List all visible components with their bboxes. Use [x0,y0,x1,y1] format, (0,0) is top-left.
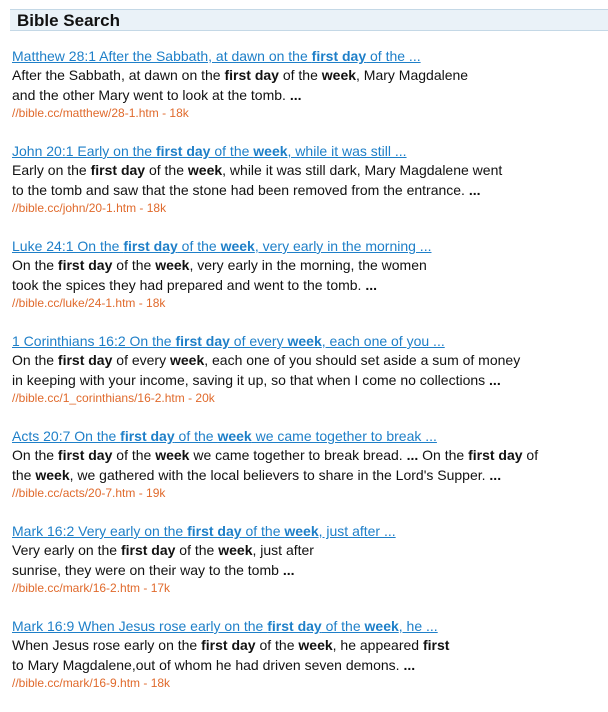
highlighted-term: first day [123,238,178,254]
highlighted-term: first day [156,143,211,159]
search-result [12,47,602,142]
text-segment: On the [12,352,58,368]
highlighted-term: week [187,162,223,178]
snippet-line [12,370,602,390]
search-result [12,237,602,332]
result-title-link[interactable] [12,522,602,540]
search-header [10,9,608,31]
result-url: //bible.cc/john/20-1.htm - 18k [12,201,167,215]
snippet-line [12,180,602,200]
text-segment: Very early on the [12,542,121,558]
result-snippet [12,65,602,105]
text-segment: of the [112,257,156,273]
text-segment: Matthew 28:1 After the Sabbath, at dawn on the [12,48,312,64]
highlighted-term: week [217,428,252,444]
highlighted-term: first day [201,637,256,653]
search-result [12,332,602,427]
text-segment: 1 Corinthians 16:2 On the [12,333,176,349]
text-segment: After the Sabbath, at dawn on the [12,67,225,83]
text-segment: , he ... [398,618,438,634]
text-segment: , we gathered with the local believers to share in the Lord's Supper. [69,467,490,483]
highlighted-term: first [422,637,450,653]
text-segment: , very early in the morning ... [254,238,432,254]
text-segment: of [522,447,539,463]
search-result [12,617,602,712]
text-segment: , each one of you ... [321,333,445,349]
result-snippet [12,160,602,200]
highlighted-term: week [284,523,319,539]
highlighted-term: first day [267,618,322,634]
text-segment: to the tomb and saw that the stone had been removed from the entrance. [12,182,469,198]
highlighted-term: first day [120,428,175,444]
highlighted-term: week [169,352,205,368]
text-segment: we came together to break ... [251,428,437,444]
text-segment: Mark 16:2 Very early on the [12,523,188,539]
result-title-link[interactable] [12,47,602,65]
text-segment: of the [210,143,254,159]
text-segment: and the other Mary went to look at the tomb. [12,87,290,103]
text-segment: we came together to break bread. [189,447,407,463]
result-title-link[interactable] [12,142,602,160]
highlighted-term: week [321,67,357,83]
highlighted-term: ... [406,447,419,463]
result-title-link[interactable] [12,427,602,445]
text-segment: , while it was still ... [287,143,407,159]
text-segment: of the [321,618,365,634]
text-segment: of the [241,523,285,539]
highlighted-term: ... [289,87,302,103]
highlighted-term: first day [311,48,367,64]
text-segment: in keeping with your income, saving it up, so that when I come no collections [12,372,490,388]
highlighted-term: week [155,447,190,463]
text-segment: , Mary Magdalene [356,67,469,83]
highlighted-term: week [298,637,333,653]
result-url: //bible.cc/1_corinthians/16-2.htm - 20k [12,391,215,405]
result-snippet [12,255,602,295]
text-segment: On the [418,447,469,463]
text-segment: On the [12,447,58,463]
text-segment: John 20:1 Early on the [12,143,156,159]
highlighted-term: ... [468,182,481,198]
snippet-line [12,445,602,465]
highlighted-term: ... [489,467,502,483]
snippet-line [12,255,602,275]
highlighted-term: ... [489,372,501,388]
text-segment: , while it was still dark, Mary Magdalene went [222,162,503,178]
highlighted-term: week [253,143,288,159]
highlighted-term: ... [403,657,416,673]
highlighted-term: week [218,542,253,558]
highlighted-term: first day [468,447,523,463]
result-url: //bible.cc/luke/24-1.htm - 18k [12,296,166,310]
highlighted-term: first day [175,333,230,349]
result-snippet [12,445,602,485]
text-segment: of the [174,428,218,444]
text-segment: of every [112,352,170,368]
text-segment: When Jesus rose early on the [12,637,202,653]
snippet-line [12,560,602,580]
highlighted-term: first day [187,523,242,539]
snippet-line [12,635,602,655]
search-result [12,427,602,522]
text-segment: to Mary Magdalene,out of whom he had driven seven demons. [12,657,404,673]
highlighted-term: ... [282,562,295,578]
result-title-link[interactable] [12,332,602,350]
result-snippet [12,540,602,580]
text-segment: of every [229,333,288,349]
highlighted-term: first day [57,352,113,368]
text-segment: , just after ... [318,523,396,539]
highlighted-term: week [364,618,399,634]
highlighted-term: first day [224,67,279,83]
snippet-line [12,65,602,85]
result-snippet [12,635,602,675]
result-title-link[interactable] [12,237,602,255]
text-segment: of the [177,238,221,254]
text-segment: the [12,467,36,483]
highlighted-term: first day [57,257,113,273]
text-segment: of the [175,542,219,558]
text-segment: of the [278,67,322,83]
text-segment: of the ... [366,48,421,64]
text-segment: of the [112,447,156,463]
text-segment: Mark 16:9 When Jesus rose early on the [12,618,268,634]
text-segment: , each one of you should set aside a sum of money [204,352,521,368]
text-segment: On the [12,257,58,273]
highlighted-term: week [35,467,70,483]
snippet-line [12,160,602,180]
result-url: //bible.cc/matthew/28-1.htm - 18k [12,106,189,120]
highlighted-term: ... [365,277,378,293]
snippet-line [12,655,602,675]
text-segment: of the [145,162,188,178]
text-segment: , he appeared [332,637,423,653]
result-url: //bible.cc/mark/16-9.htm - 18k [12,676,171,690]
search-result [12,522,602,617]
text-segment: Early on the [12,162,91,178]
highlighted-term: first day [90,162,146,178]
result-snippet [12,350,602,390]
highlighted-term: first day [120,542,176,558]
result-url: //bible.cc/mark/16-2.htm - 17k [12,581,171,595]
snippet-line [12,85,602,105]
text-segment: Luke 24:1 On the [12,238,124,254]
text-segment: of the [255,637,299,653]
text-segment: , very early in the morning, the women [189,257,427,273]
highlighted-term: week [155,257,190,273]
text-segment: , just after [252,542,314,558]
search-result [12,142,602,237]
snippet-line [12,465,602,485]
text-segment: Acts 20:7 On the [12,428,121,444]
search-results [12,47,602,712]
snippet-line [12,275,602,295]
highlighted-term: first day [57,447,113,463]
snippet-line [12,350,602,370]
text-segment: sunrise, they were on their way to the tomb [12,562,283,578]
result-url: //bible.cc/acts/20-7.htm - 19k [12,486,166,500]
page-title: Bible Search [17,11,120,30]
result-title-link[interactable] [12,617,602,635]
text-segment: took the spices they had prepared and went to the tomb. [12,277,366,293]
highlighted-term: week [287,333,322,349]
highlighted-term: week [220,238,255,254]
snippet-line [12,540,602,560]
